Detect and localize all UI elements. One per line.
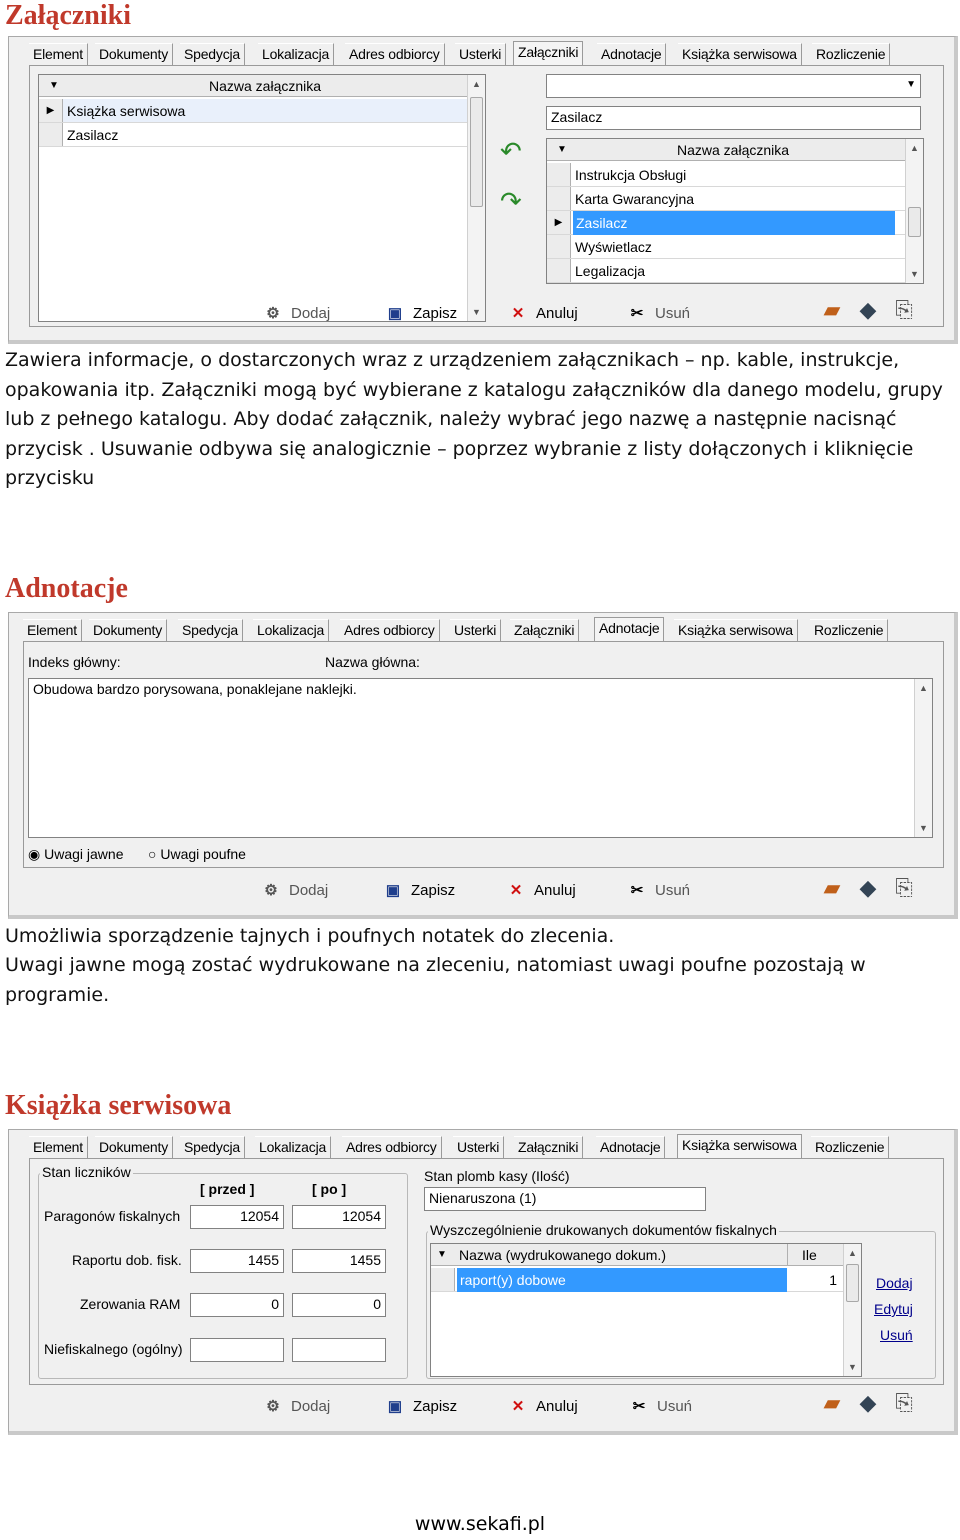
table-row[interactable]: [547, 259, 905, 283]
eraser-icon[interactable]: ◆: [859, 297, 877, 322]
counters-title: Stan liczników: [42, 1164, 131, 1180]
row-name: Wyświetlacz: [575, 239, 652, 255]
row-name: Książka serwisowa: [67, 103, 186, 119]
grid-header: [547, 139, 905, 161]
table-row[interactable]: [39, 99, 467, 123]
scroll-up-icon[interactable]: ▲: [919, 683, 928, 693]
add-button[interactable]: ⚙ Dodaj: [259, 1392, 330, 1422]
counter-label: Paragonów fiskalnych: [44, 1208, 181, 1224]
add-icon: ⚙: [264, 882, 278, 899]
briefcase-icon[interactable]: ▰: [823, 297, 841, 322]
add-attachment-icon[interactable]: ↷: [500, 186, 522, 216]
counter-before-field[interactable]: 1455: [190, 1249, 284, 1273]
tab-zalaczniki[interactable]: Załączniki: [510, 619, 579, 641]
scissors-icon: ✂: [632, 1398, 646, 1415]
row-name: Legalizacja: [575, 263, 646, 279]
source-combo[interactable]: [546, 74, 921, 98]
delete-doc-link[interactable]: Usuń: [880, 1327, 913, 1343]
scroll-thumb[interactable]: [908, 207, 921, 237]
heading-zalaczniki: Załączniki: [5, 0, 132, 31]
name-label: Nazwa główna:: [325, 654, 420, 670]
tab-spedycja[interactable]: Spedycja: [180, 1136, 245, 1158]
tab-lokalizacja[interactable]: Lokalizacja: [253, 619, 329, 641]
vertical-scrollbar[interactable]: [843, 1244, 861, 1376]
scissors-icon: ✂: [630, 305, 644, 322]
sort-arrow-icon: ▼: [49, 80, 59, 91]
scissors-icon: ✂: [630, 882, 644, 899]
col-before-header: [ przed ]: [200, 1181, 255, 1197]
index-label: Indeks główny:: [28, 654, 121, 670]
paperclip-icon[interactable]: ⎘: [895, 1390, 913, 1415]
remove-attachment-icon[interactable]: ↶: [500, 136, 522, 166]
save-button[interactable]: ▣ Zapisz: [379, 876, 455, 906]
tab-adres-odbiorcy[interactable]: Adres odbiorcy: [342, 1136, 442, 1158]
delete-button[interactable]: ✂ Usuń: [623, 876, 690, 906]
radio-public[interactable]: ◉ Uwagi jawne: [28, 846, 124, 862]
cancel-button[interactable]: ✕ Anuluj: [502, 876, 576, 906]
table-row[interactable]: [547, 187, 905, 211]
tab-panel: [29, 65, 944, 327]
tab-ksiazka-serwisowa[interactable]: Książka serwisowa: [677, 1134, 802, 1159]
doc-name: raport(y) dobowe: [457, 1268, 787, 1292]
tab-panel: [29, 1158, 944, 1385]
tab-element[interactable]: Element: [23, 619, 82, 641]
floppy-icon: ▣: [387, 1398, 403, 1415]
add-button[interactable]: ⚙ Dodaj: [259, 299, 330, 329]
scroll-thumb[interactable]: [846, 1264, 859, 1302]
row-indicator: [39, 123, 63, 146]
radio-private-label: Uwagi poufne: [160, 846, 246, 862]
tab-spedycja[interactable]: Spedycja: [180, 43, 245, 65]
counter-label: Niefiskalnego (ogólny): [44, 1341, 183, 1357]
counter-before-field[interactable]: [190, 1338, 284, 1362]
grid-header: [431, 1244, 843, 1266]
tab-lokalizacja[interactable]: Lokalizacja: [258, 43, 334, 65]
table-row[interactable]: [547, 235, 905, 259]
scroll-up-icon[interactable]: ▲: [848, 1248, 857, 1258]
tab-element[interactable]: Element: [29, 1136, 88, 1158]
tab-rozliczenie[interactable]: Rozliczenie: [812, 43, 890, 65]
attached-items-grid[interactable]: [546, 138, 924, 284]
floppy-icon: ▣: [385, 882, 401, 899]
extra-actions: [814, 875, 922, 901]
screenshot-adnotacje: [8, 612, 958, 919]
grid-header: [39, 75, 467, 97]
row-indicator: [547, 163, 571, 186]
seal-label: Stan plomb kasy (Ilość): [424, 1168, 570, 1184]
row-name: Instrukcja Obsługi: [575, 167, 687, 183]
tab-element[interactable]: Element: [29, 43, 88, 65]
briefcase-icon[interactable]: ▰: [823, 1390, 841, 1415]
toolbar: [259, 1392, 693, 1422]
tab-ksiazka-serwisowa[interactable]: Książka serwisowa: [678, 43, 802, 65]
counter-after-field[interactable]: 0: [292, 1293, 386, 1317]
tab-panel: [23, 641, 944, 868]
paperclip-icon[interactable]: ⎘: [895, 875, 913, 900]
col-after-header: [ po ]: [312, 1181, 347, 1197]
tab-adnotacje[interactable]: Adnotacje: [594, 617, 664, 642]
paperclip-icon[interactable]: ⎘: [895, 297, 913, 322]
tab-dokumenty[interactable]: Dokumenty: [95, 1136, 173, 1158]
cancel-button[interactable]: ✕ Anuluj: [504, 1392, 578, 1422]
tab-rozliczenie[interactable]: Rozliczenie: [810, 619, 888, 641]
counter-label: Raportu dob. fisk.: [72, 1252, 182, 1268]
vertical-scrollbar[interactable]: [905, 139, 923, 283]
tab-lokalizacja[interactable]: Lokalizacja: [255, 1136, 331, 1158]
add-icon: ⚙: [266, 1398, 280, 1415]
vertical-scrollbar[interactable]: [467, 75, 485, 321]
note-textarea[interactable]: [28, 678, 933, 838]
scroll-down-icon[interactable]: ▼: [919, 823, 928, 833]
row-name: Karta Gwarancyjna: [575, 191, 695, 207]
column-name-header[interactable]: Nazwa (wydrukowanego dokum.): [459, 1247, 666, 1263]
scroll-down-icon[interactable]: ▼: [910, 269, 919, 279]
screenshot-zalaczniki: [8, 36, 958, 344]
row-name: Zasilacz: [67, 127, 119, 143]
scroll-up-icon[interactable]: ▲: [910, 143, 919, 153]
adnotacje-line2: Uwagi jawne mogą zostać wydrukowane na zleceniu, natomiast uwagi poufne pozostają w programie.: [5, 954, 866, 1006]
adnotacje-line1: Umożliwia sporządzenie tajnych i poufnych notatek do zlecenia.: [5, 925, 615, 947]
table-row[interactable]: [547, 211, 905, 235]
row-pointer-icon: ▶: [39, 99, 63, 122]
toolbar: [259, 299, 691, 329]
close-icon: ✕: [511, 305, 525, 322]
extra-actions: [814, 1390, 922, 1416]
tab-usterki[interactable]: Usterki: [450, 619, 501, 641]
chevron-down-icon[interactable]: ▼: [906, 79, 916, 90]
delete-button[interactable]: ✂ Usuń: [625, 1392, 692, 1422]
sort-arrow-icon: ▼: [557, 144, 567, 155]
close-icon: ✕: [509, 882, 523, 899]
row-indicator: [547, 235, 571, 258]
tab-adres-odbiorcy[interactable]: Adres odbiorcy: [345, 43, 445, 65]
scroll-down-icon[interactable]: ▼: [472, 307, 481, 317]
tab-zalaczniki[interactable]: Załączniki: [513, 41, 583, 66]
cancel-button[interactable]: ✕ Anuluj: [504, 299, 578, 329]
row-indicator: [547, 187, 571, 210]
row-pointer-icon: ▶: [547, 211, 571, 234]
counter-after-field[interactable]: [292, 1338, 386, 1362]
scroll-down-icon[interactable]: ▼: [848, 1362, 857, 1372]
edit-doc-link[interactable]: Edytuj: [874, 1301, 913, 1317]
radio-public-label: Uwagi jawne: [44, 846, 124, 862]
note-text: Obudowa bardzo porysowana, ponaklejane naklejki.: [33, 681, 357, 697]
fiscal-docs-grid[interactable]: [430, 1243, 862, 1377]
add-doc-link[interactable]: Dodaj: [876, 1275, 913, 1291]
tab-adnotacje[interactable]: Adnotacje: [596, 1136, 665, 1158]
eraser-icon[interactable]: ◆: [859, 1390, 877, 1415]
tab-ksiazka-serwisowa[interactable]: Książka serwisowa: [674, 619, 798, 641]
selected-name-field[interactable]: Zasilacz: [546, 106, 921, 130]
toolbar: [257, 876, 691, 906]
add-icon: ⚙: [266, 305, 280, 322]
add-button[interactable]: ⚙ Dodaj: [257, 876, 328, 906]
row-indicator: [547, 259, 571, 282]
tab-zalaczniki[interactable]: Załączniki: [514, 1136, 583, 1158]
sort-arrow-icon: ▼: [437, 1249, 447, 1260]
tab-usterki[interactable]: Usterki: [455, 43, 506, 65]
briefcase-icon[interactable]: ▰: [823, 875, 841, 900]
table-row[interactable]: [547, 163, 905, 187]
tab-dokumenty[interactable]: Dokumenty: [95, 43, 173, 65]
column-name-header[interactable]: Nazwa załącznika: [677, 142, 790, 158]
delete-button[interactable]: ✂ Usuń: [623, 299, 690, 329]
counter-before-field[interactable]: 0: [190, 1293, 284, 1317]
save-button[interactable]: ▣ Zapisz: [381, 299, 457, 329]
counter-after-field[interactable]: 1455: [292, 1249, 386, 1273]
extra-actions: [814, 297, 922, 323]
seal-status-field[interactable]: Nienaruszona (1): [424, 1187, 706, 1211]
save-button[interactable]: ▣ Zapisz: [381, 1392, 457, 1422]
counter-label: Zerowania RAM: [80, 1296, 181, 1312]
docs-title: Wyszczególnienie drukowanych dokumentów fiskalnych: [430, 1222, 777, 1238]
scroll-up-icon[interactable]: ▲: [472, 79, 481, 89]
vertical-scrollbar[interactable]: [914, 679, 932, 837]
tab-usterki[interactable]: Usterki: [453, 1136, 504, 1158]
table-row[interactable]: [39, 123, 467, 147]
doc-qty: 1: [829, 1272, 837, 1288]
eraser-icon[interactable]: ◆: [859, 875, 877, 900]
tab-adnotacje[interactable]: Adnotacje: [597, 43, 666, 65]
attachments-catalog-grid[interactable]: [38, 74, 486, 322]
floppy-icon: ▣: [387, 305, 403, 322]
tab-spedycja[interactable]: Spedycja: [178, 619, 243, 641]
screenshot-ksiazka-serwisowa: [8, 1129, 958, 1435]
scroll-thumb[interactable]: [470, 97, 483, 207]
column-qty-header[interactable]: Ile: [787, 1244, 843, 1266]
close-icon: ✕: [511, 1398, 525, 1415]
column-name-header[interactable]: Nazwa załącznika: [209, 78, 322, 94]
row-name: Zasilacz: [573, 211, 895, 235]
footer-url: www.sekafi.pl: [414, 1513, 546, 1535]
heading-adnotacje: Adnotacje: [5, 573, 128, 604]
table-row[interactable]: [431, 1268, 843, 1292]
zalaczniki-description: Zawiera informacje, o dostarczonych wraz z urządzeniem załącznikach – np. kable, instrukcje, opakowania itp. Załączniki mogą być wybierane z katalogu załączników dla danego modelu, grupy lub z pełnego katalogu. Aby dodać załącznik, należy wybrać jego nazwę a następnie nacisnąć przycisk . Usuwanie odbywa się analogicznie – poprzez wybranie z listy dołączonych i kliknięcie przycisku: [5, 349, 943, 489]
heading-ksiazka-serwisowa: Książka serwisowa: [5, 1090, 232, 1121]
tab-dokumenty[interactable]: Dokumenty: [89, 619, 167, 641]
tab-adres-odbiorcy[interactable]: Adres odbiorcy: [340, 619, 440, 641]
row-indicator: [431, 1268, 455, 1291]
counter-before-field[interactable]: 12054: [190, 1205, 284, 1229]
counter-after-field[interactable]: 12054: [292, 1205, 386, 1229]
radio-private[interactable]: ○ Uwagi poufne: [148, 846, 246, 862]
tab-rozliczenie[interactable]: Rozliczenie: [811, 1136, 889, 1158]
